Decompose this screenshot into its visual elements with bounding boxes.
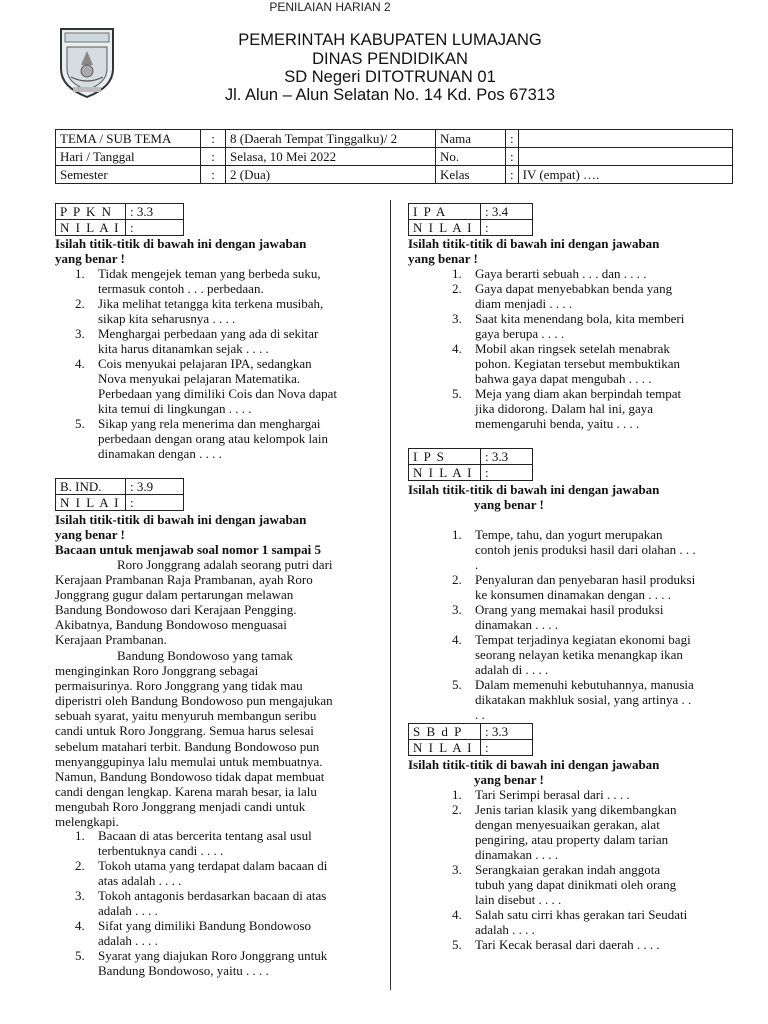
list-item: 2. Jika melihat tetangga kita terkena musibah, sikap kita seharusnya . . . . — [75, 296, 324, 326]
list-item: 2. Tokoh utama yang terdapat dalam bacaan di atas adalah . . . . — [75, 858, 328, 888]
ips-questions — [452, 527, 742, 722]
list-item: 1. Bacaan di atas bercerita tentang asal usul terbentuknya candi . . . . — [75, 828, 312, 858]
ppkn-score-box — [55, 203, 184, 236]
table-row — [56, 148, 733, 166]
list-item: 2. Jenis tarian klasik yang dikembangkan dengan menyesuaikan gerakan, alat pengiring, atau property dalam tarian dinamakan . . . . — [452, 802, 677, 862]
competency-code: : 3.3 — [481, 724, 533, 740]
sbdp-score-box — [408, 723, 533, 756]
bind-instruction-cont: yang benar ! — [55, 527, 125, 542]
student-info-table — [55, 129, 733, 184]
competency-code: : 3.3 — [126, 204, 184, 220]
ppkn-questions — [75, 266, 375, 461]
ipa-questions — [452, 266, 742, 431]
name-field[interactable] — [518, 130, 732, 148]
score-label: N I L A I — [56, 495, 126, 511]
score-field[interactable]: : — [481, 220, 533, 236]
header-school: SD Negeri DITOTRUNAN 01 — [284, 68, 496, 86]
score-field[interactable]: : — [126, 220, 184, 236]
competency-code: : 3.3 — [481, 449, 533, 465]
score-label: N I L A I — [409, 220, 481, 236]
list-item: 4. Sifat yang dimiliki Bandung Bondowoso adalah . . . . — [75, 918, 312, 948]
score-field[interactable]: : — [481, 465, 533, 481]
list-item: 3. Tokoh antagonis berdasarkan bacaan di atas adalah . . . . — [75, 888, 327, 918]
list-item: 1. Tidak mengejek teman yang berbeda suku, termasuk contoh . . . perbedaan. — [75, 266, 321, 296]
list-item: 4. Tempat terjadinya kegiatan ekonomi bagi seorang nelayan ketika menangkap ikan adalah di . . . . — [452, 632, 691, 677]
score-label: N I L A I — [56, 220, 126, 236]
info-colon: : — [506, 148, 519, 166]
column-divider — [390, 200, 391, 990]
info-label: TEMA / SUB TEMA — [56, 130, 201, 148]
competency-code: : 3.4 — [481, 204, 533, 220]
info-label: No. — [436, 148, 506, 166]
list-item: 2. Penyaluran dan penyebaran hasil produksi ke konsumen dinamakan dengan . . . . — [452, 572, 696, 602]
ipa-instruction: Isilah titik-titik di bawah ini dengan jawaban — [408, 236, 660, 251]
subject-label: S B d P — [409, 724, 481, 740]
info-value: Selasa, 10 Mei 2022 — [226, 148, 436, 166]
bind-instruction: Isilah titik-titik di bawah ini dengan jawaban — [55, 512, 307, 527]
list-item: 3. Serangkaian gerakan indah anggota tubuh yang dapat dinikmati oleh orang lain disebut . . . . — [452, 862, 677, 907]
score-field[interactable]: : — [481, 740, 533, 756]
ipa-score-box — [408, 203, 533, 236]
list-item: 3. Orang yang memakai hasil produksi dinamakan . . . . — [452, 602, 664, 632]
list-item: 1. Gaya berarti sebuah . . . dan . . . . — [452, 266, 647, 281]
list-item: 1. Tari Serimpi berasal dari . . . . — [452, 787, 630, 802]
info-label: Kelas — [436, 166, 506, 184]
subject-label: I P S — [409, 449, 481, 465]
subject-label: I P A — [409, 204, 481, 220]
score-field[interactable]: : — [126, 495, 184, 511]
header-address: Jl. Alun – Alun Selatan No. 14 Kd. Pos 67313 — [224, 86, 556, 104]
info-colon: : — [506, 130, 519, 148]
sbdp-instruction: Isilah titik-titik di bawah ini dengan jawaban — [408, 757, 660, 772]
list-item: 5. Meja yang diam akan berpindah tempat jika didorong. Dalam hal ini, gaya memengaruhi benda, yaitu . . . . — [452, 386, 682, 431]
table-row — [56, 166, 733, 184]
bind-score-box — [55, 478, 184, 511]
info-label: Hari / Tanggal — [56, 148, 201, 166]
reading-title: Bacaan untuk menjawab soal nomor 1 sampai 5 — [55, 542, 321, 557]
subject-label: P P K N — [56, 204, 126, 220]
ppkn-instruction: Isilah titik-titik di bawah ini dengan jawaban — [55, 236, 307, 251]
info-label: Nama — [436, 130, 506, 148]
list-item: 4. Mobil akan ringsek setelah menabrak pohon. Kegiatan tersebut membuktikan bahwa gaya dapat mengubah . . . . — [452, 341, 681, 386]
info-label: Semester — [56, 166, 201, 184]
reading-paragraph-2: Bandung Bondowoso yang tamak menginginkan Roro Jonggrang sebagai permaisurinya. Roro Jonggrang yang tidak mau diperistri oleh Bandung Bondowoso pun mengajukan sebuah syarat, yaitu menyuruh membangun seribu candi untuk Roro Jonggrang. Semua harus selesai sebelum matahari terbit. Bandung Bondowoso pun menyanggupinya lalu memulai untuk membuatnya. Namun, Bandung Bondowoso tidak dapat membuat candi dengan lengkap. Karena marah besar, ia lalu mengubah Roro Jonggrang menjadi candi untuk melengkapi. — [55, 648, 333, 830]
table-row — [56, 130, 733, 148]
subject-label: B. IND. — [56, 479, 126, 495]
exam-title: PENILAIAN HARIAN 2 — [269, 0, 391, 14]
list-item: 5. Tari Kecak berasal dari daerah . . . . — [452, 937, 660, 952]
info-colon: : — [201, 130, 226, 148]
info-colon: : — [506, 166, 519, 184]
list-item: 5. Sikap yang rela menerima dan menghargai perbedaan dengan orang atau kelompok lain dinamakan dengan . . . . — [75, 416, 328, 461]
ipa-instruction-cont: yang benar ! — [408, 251, 478, 266]
class-field[interactable]: IV (empat) …. — [518, 166, 732, 184]
list-item: 1. Tempe, tahu, dan yogurt merupakan contoh jenis produksi hasil dari olahan . . . . — [452, 527, 696, 572]
sbdp-questions — [452, 787, 742, 952]
list-item: 4. Cois menyukai pelajaran IPA, sedangkan Nova menyukai pelajaran Matematika. Perbedaan yang dimiliki Cois dan Nova dapat kita temui di lingkungan . . . . — [75, 356, 338, 416]
list-item: 4. Salah satu cirri khas gerakan tari Seudati adalah . . . . — [452, 907, 688, 937]
ips-instruction-cont: yang benar ! — [474, 497, 544, 512]
number-field[interactable] — [518, 148, 732, 166]
ips-score-box — [408, 448, 533, 481]
reading-paragraph-1: Roro Jonggrang adalah seorang putri dari Kerajaan Prambanan Raja Prambanan, ayah Roro Jonggrang gugur dalam pertarungan melawan Bandung Bondowoso dari Kerajaan Pengging. Akibatnya, Bandung Bondowoso menguasai Kerajaan Prambanan. — [55, 557, 333, 648]
score-label: N I L A I — [409, 740, 481, 756]
score-label: N I L A I — [409, 465, 481, 481]
info-colon: : — [201, 166, 226, 184]
competency-code: : 3.9 — [126, 479, 184, 495]
ips-instruction: Isilah titik-titik di bawah ini dengan jawaban — [408, 482, 660, 497]
list-item: 2. Gaya dapat menyebabkan benda yang diam menjadi . . . . — [452, 281, 673, 311]
ppkn-instruction-cont: yang benar ! — [55, 251, 125, 266]
list-item: 3. Menghargai perbedaan yang ada di sekitar kita harus ditanamkan sejak . . . . — [75, 326, 319, 356]
header-government: PEMERINTAH KABUPATEN LUMAJANG — [238, 31, 542, 49]
list-item: 5. Syarat yang diajukan Roro Jonggrang untuk Bandung Bondowoso, yaitu . . . . — [75, 948, 328, 978]
list-item: 5. Dalam memenuhi kebutuhannya, manusia dikatakan makhluk sosial, yang artinya . . . . — [452, 677, 694, 722]
info-value: 8 (Daerah Tempat Tinggalku)/ 2 — [226, 130, 436, 148]
info-value: 2 (Dua) — [226, 166, 436, 184]
sbdp-instruction-cont: yang benar ! — [474, 772, 544, 787]
header-department: DINAS PENDIDIKAN — [312, 50, 468, 68]
list-item: 3. Saat kita menendang bola, kita memberi gaya berupa . . . . — [452, 311, 685, 341]
bind-questions — [75, 828, 375, 978]
info-colon: : — [201, 148, 226, 166]
